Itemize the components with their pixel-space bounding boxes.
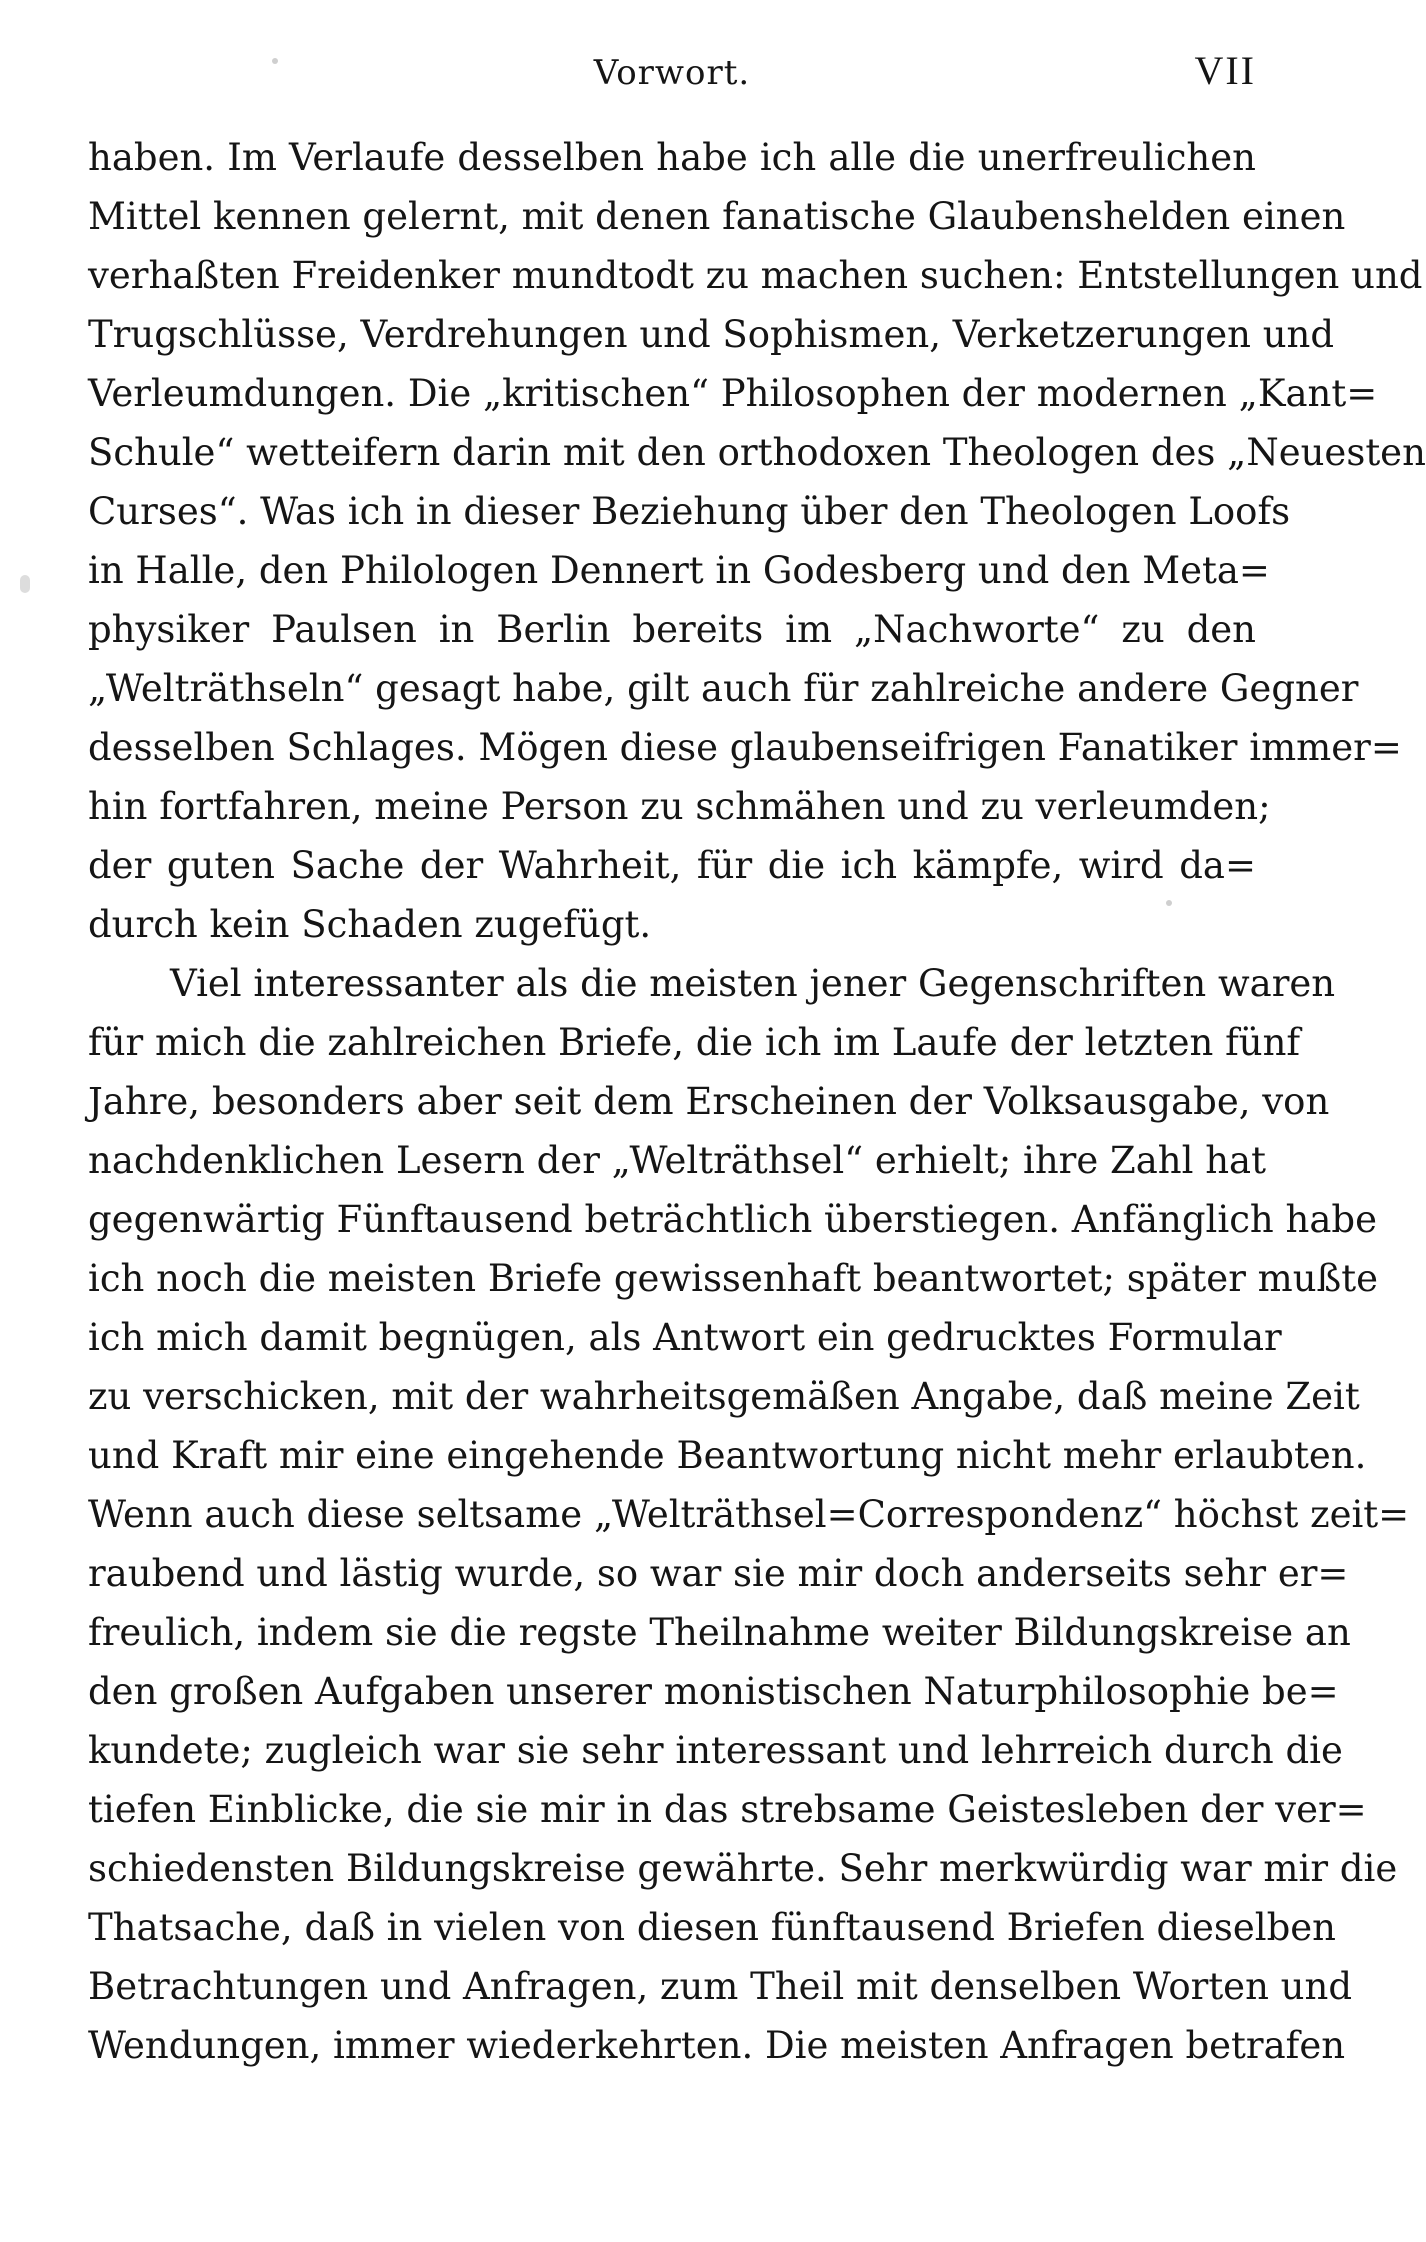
text-line: „Welträthseln“ gesagt habe, gilt auch für zahlreiche andere Gegner <box>88 667 1359 710</box>
text-line: der guten Sache der Wahrheit, für die ich kämpfe, wird da= <box>88 844 1256 887</box>
text-line: Verleumdungen. Die „kritischen“ Philosophen der modernen „Kant= <box>88 372 1378 415</box>
text-line: physiker Paulsen in Berlin bereits im „Nachworte“ zu den <box>88 608 1256 651</box>
text-line: durch kein Schaden zugefügt. <box>88 903 652 946</box>
text-line: Mittel kennen gelernt, mit denen fanatische Glaubenshelden einen <box>88 195 1346 238</box>
text-line: Curses“. Was ich in dieser Beziehung über den Theologen Loofs <box>88 490 1291 533</box>
text-line: Betrachtungen und Anfragen, zum Theil mit denselben Worten und <box>88 1965 1353 2008</box>
running-title: Vorwort. <box>593 53 751 93</box>
text-line: Thatsache, daß in vielen von diesen fünftausend Briefen dieselben <box>88 1906 1337 1949</box>
text-line: kundete; zugleich war sie sehr interessant und lehrreich durch die <box>88 1729 1343 1772</box>
text-line: zu verschicken, mit der wahrheitsgemäßen Angabe, daß meine Zeit <box>88 1375 1360 1418</box>
text-line: hin fortfahren, meine Person zu schmähen und zu verleumden; <box>88 785 1271 828</box>
text-line: den großen Aufgaben unserer monistischen Naturphilosophie be= <box>88 1670 1339 1713</box>
text-line: ich noch die meisten Briefe gewissenhaft beantwortet; später mußte <box>88 1257 1379 1300</box>
text-line: nachdenklichen Lesern der „Welträthsel“ erhielt; ihre Zahl hat <box>88 1139 1266 1182</box>
text-line: und Kraft mir eine eingehende Beantwortung nicht mehr erlaubten. <box>88 1434 1367 1477</box>
text-line: desselben Schlages. Mögen diese glaubenseifrigen Fanatiker immer= <box>88 726 1402 769</box>
text-line: schiedensten Bildungskreise gewährte. Sehr merkwürdig war mir die <box>88 1847 1398 1890</box>
text-line: Schule“ wetteifern darin mit den orthodoxen Theologen des „Neuesten <box>88 431 1426 474</box>
text-line: tiefen Einblicke, die sie mir in das strebsame Geistesleben der ver= <box>88 1788 1367 1831</box>
text-line: ich mich damit begnügen, als Antwort ein gedrucktes Formular <box>88 1316 1282 1359</box>
text-line: Trugschlüsse, Verdrehungen und Sophismen, Verketzerungen und <box>88 313 1335 356</box>
text-line: haben. Im Verlaufe desselben habe ich alle die unerfreulichen <box>88 136 1256 179</box>
running-header <box>88 45 1256 105</box>
text-line: freulich, indem sie die regste Theilnahme weiter Bildungskreise an <box>88 1611 1351 1654</box>
scan-speck <box>20 575 30 593</box>
text-line: Viel interessanter als die meisten jener Gegenschriften waren <box>170 962 1336 1005</box>
text-line: verhaßten Freidenker mundtodt zu machen suchen: Entstellungen und <box>88 254 1423 297</box>
text-line: in Halle, den Philologen Dennert in Godesberg und den Meta= <box>88 549 1270 592</box>
text-line: raubend und lästig wurde, so war sie mir doch anderseits sehr er= <box>88 1552 1349 1595</box>
text-line: Jahre, besonders aber seit dem Erscheinen der Volksausgabe, von <box>88 1080 1330 1123</box>
text-line: gegenwärtig Fünftausend beträchtlich überstiegen. Anfänglich habe <box>88 1198 1377 1241</box>
text-line: Wenn auch diese seltsame „Welträthsel=Correspondenz“ höchst zeit= <box>88 1493 1410 1536</box>
page-number: VII <box>1194 48 1256 93</box>
body-text <box>88 128 1426 2075</box>
text-line: Wendungen, immer wiederkehrten. Die meisten Anfragen betrafen <box>88 2024 1346 2067</box>
text-line: für mich die zahlreichen Briefe, die ich im Laufe der letzten fünf <box>88 1021 1301 1064</box>
